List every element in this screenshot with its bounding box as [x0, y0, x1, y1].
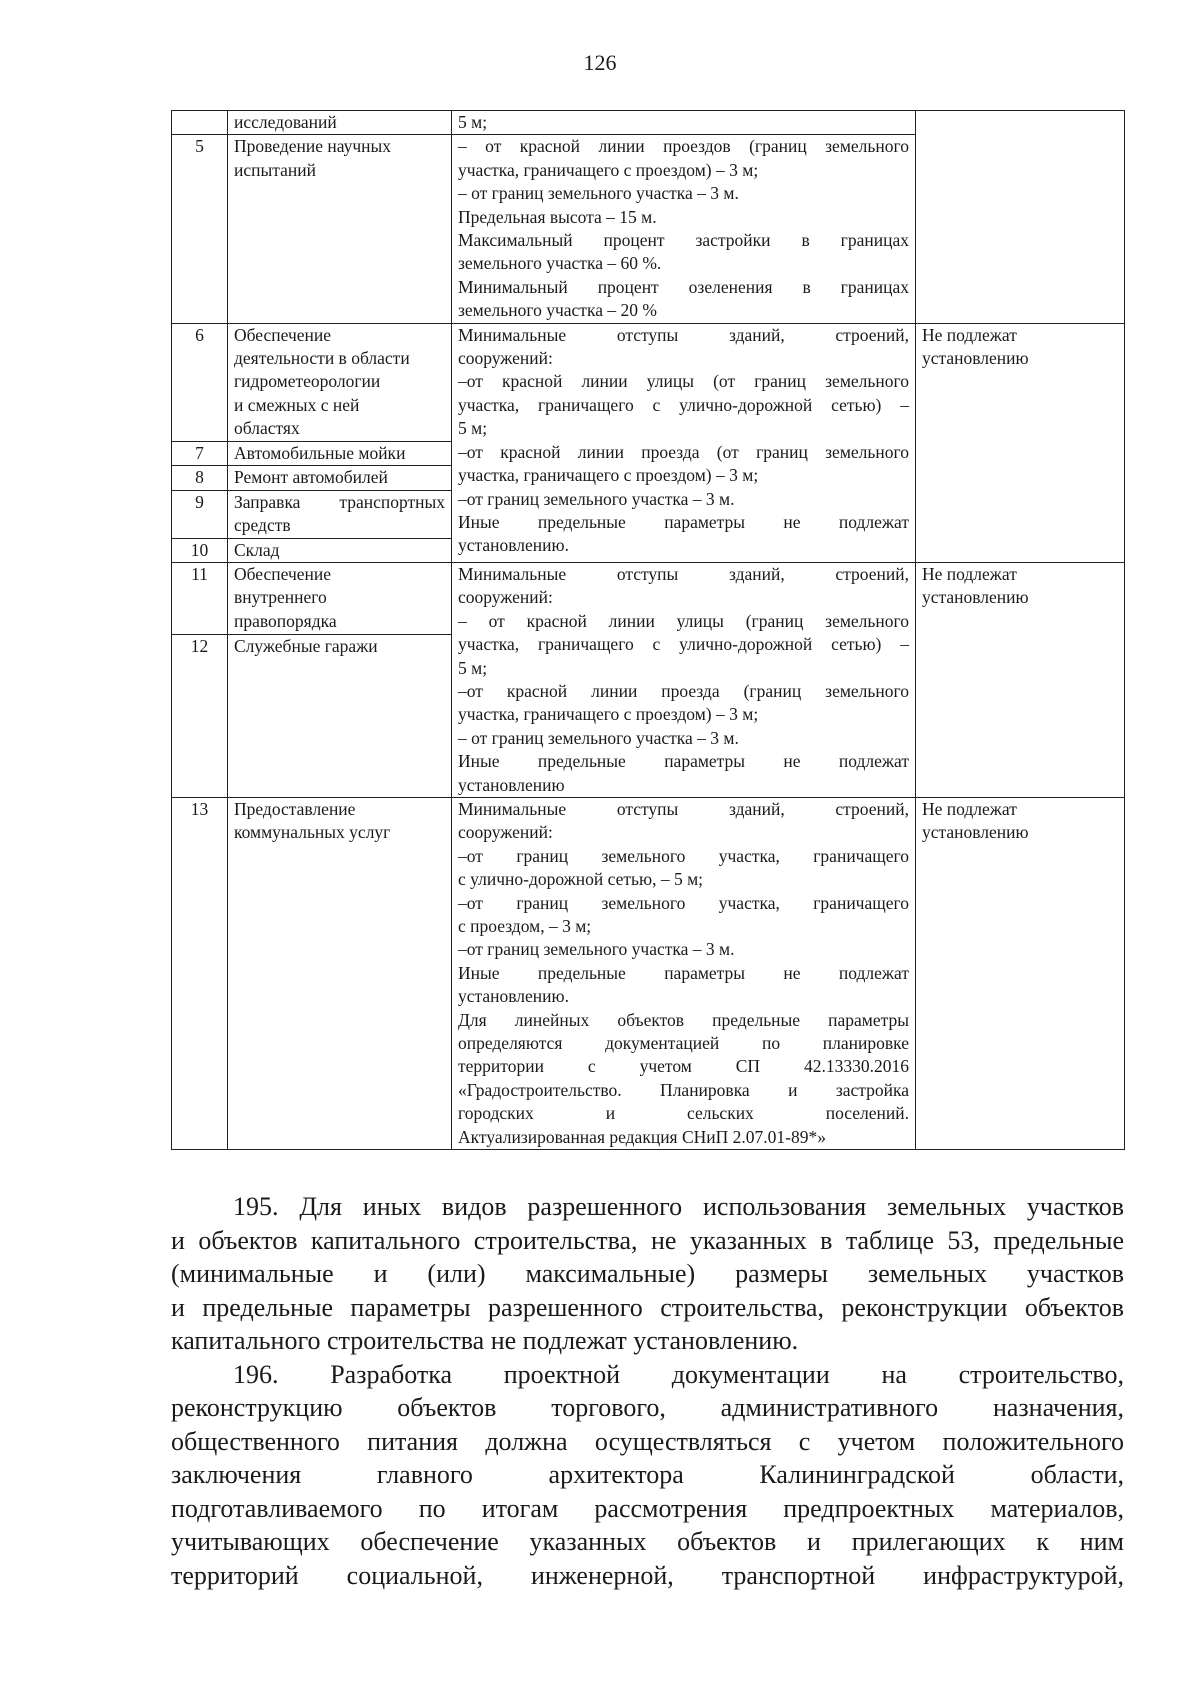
row-number	[172, 111, 228, 135]
text-line: Для линейных объектов предельные параметры	[458, 1009, 909, 1030]
text-line: общественного питания должна осуществляться с учетом положительного	[171, 1426, 1124, 1456]
params-cell	[452, 135, 916, 323]
body-text	[171, 1190, 1124, 1592]
text-line: участка, граничащего с улично-дорожной сетью) –	[458, 634, 909, 655]
use-type-name	[228, 797, 452, 1149]
text-line: Минимальные отступы зданий, строений,	[458, 563, 909, 584]
text-line: Предельная высота – 15 м.	[458, 206, 657, 227]
params-cell	[452, 797, 916, 1149]
text-line: – от границ земельного участка – 3 м.	[458, 727, 739, 748]
text-line: и предельные параметры разрешенного строительства, реконструкции объектов	[171, 1292, 1124, 1322]
text-line: Иные предельные параметры не подлежат	[458, 962, 909, 983]
text-line: 5 м;	[458, 418, 488, 439]
text-line: сооружений:	[458, 822, 553, 843]
text-line: участка, граничащего с проездом) – 3 м;	[458, 465, 759, 486]
text-line: деятельности в области	[234, 348, 410, 369]
text-line: реконструкцию объектов торгового, административного назначения,	[171, 1393, 1124, 1422]
row-number: 13	[172, 797, 228, 1149]
text-line: и объектов капитального строительства, не указанных в таблице 53, предельные	[171, 1225, 1124, 1255]
text-line: Минимальные отступы зданий, строений,	[458, 324, 909, 345]
page-number: 126	[583, 50, 617, 75]
text-line: –от красной линии проезда (от границ земельного	[458, 441, 909, 462]
text-line: правопорядка	[234, 610, 337, 631]
params-cell	[452, 562, 916, 797]
regulations-table	[171, 110, 1125, 1150]
other-cell	[916, 797, 1125, 1149]
text-line: областях	[234, 418, 300, 439]
text-line: учитывающих обеспечение указанных объектов и прилегающих к ним	[171, 1527, 1124, 1556]
text-line: –от красной линии проезда (границ земельного	[458, 680, 909, 701]
text-line: «Градостроительство. Планировка и застройка	[458, 1079, 909, 1100]
text-line: испытаний	[234, 159, 316, 180]
text-line: Не подлежат	[922, 798, 1017, 819]
text-line: Обеспечение	[234, 324, 332, 345]
use-type-name	[228, 323, 452, 441]
text-line: установлению	[922, 822, 1029, 843]
text-line: капитального строительства не подлежат установлению.	[171, 1326, 799, 1355]
text-line: Максимальный процент застройки в границах	[458, 230, 909, 251]
text-line: городских и сельских поселений.	[458, 1103, 909, 1124]
other-cell	[916, 323, 1125, 562]
use-type-name: Автомобильные мойки	[228, 441, 452, 465]
text-line: – от красной линии улицы (границ земельного	[458, 610, 909, 631]
text-line: сооружений:	[458, 587, 553, 608]
use-type-name: Ремонт автомобилей	[228, 466, 452, 490]
text-line: с проездом, – 3 м;	[458, 916, 592, 936]
text-line: Иные предельные параметры не подлежат	[458, 751, 909, 772]
text-line: 195. Для иных видов разрешенного использования земельных участков	[233, 1192, 1124, 1221]
text-line: установлению	[922, 587, 1029, 608]
row-number: 10	[172, 538, 228, 562]
text-line: – от красной линии проездов (границ земельного	[458, 136, 909, 157]
row-number: 5	[172, 135, 228, 323]
text-line: – от границ земельного участка – 3 м.	[458, 183, 739, 204]
use-type-name: исследований	[228, 111, 452, 135]
table-row	[172, 111, 1125, 135]
row-number: 12	[172, 634, 228, 797]
text-line: земельного участка – 60 %.	[458, 253, 662, 274]
row-number: 11	[172, 562, 228, 634]
table-row	[172, 323, 1125, 441]
other-cell	[916, 111, 1125, 324]
params-cell: 5 м;	[452, 111, 916, 135]
text-line: установлению	[922, 348, 1029, 369]
table-row	[172, 797, 1125, 1149]
use-type-name: Склад	[228, 538, 452, 562]
text-line: коммунальных услуг	[234, 822, 391, 843]
text-line: участка, граничащего с проездом) – 3 м;	[458, 704, 759, 725]
text-line: гидрометеорологии	[234, 371, 381, 392]
text-line: средств	[234, 514, 291, 535]
text-line: Минимальные отступы зданий, строений,	[458, 798, 909, 819]
text-line: участка, граничащего с проездом) – 3 м;	[458, 159, 759, 180]
text-line: земельного участка – 20 %	[458, 300, 657, 321]
text-line: определяются документацией по планировке	[458, 1033, 909, 1054]
text-line: заключения главного архитектора Калининградской области,	[171, 1460, 1124, 1489]
text-line: Минимальный процент озеленения в границах	[458, 276, 909, 297]
text-line: внутреннего	[234, 587, 327, 608]
text-line: 5 м;	[458, 657, 488, 678]
text-line: подготавливаемого по итогам рассмотрения предпроектных материалов,	[171, 1493, 1124, 1523]
text-line: установлению.	[458, 535, 569, 556]
text-line: установлению.	[458, 986, 569, 1007]
paragraph-195	[171, 1190, 1124, 1358]
text-line: установлению	[458, 774, 565, 795]
text-line: Обеспечение	[234, 563, 332, 584]
text-line: Не подлежат	[922, 324, 1017, 345]
use-type-name	[228, 490, 452, 538]
use-type-name	[228, 562, 452, 634]
use-type-name	[228, 135, 452, 323]
text-line: (минимальные и (или) максимальные) размеры земельных участков	[171, 1259, 1124, 1288]
text-line: участка, граничащего с улично-дорожной сетью) –	[458, 394, 909, 415]
text-line: сооружений:	[458, 348, 553, 369]
text-line: –от границ земельного участка, граничащего	[458, 845, 909, 866]
row-number: 6	[172, 323, 228, 441]
text-line: с улично-дорожной сетью, – 5 м;	[458, 869, 704, 890]
text-line: Не подлежат	[922, 563, 1017, 584]
params-cell	[452, 323, 916, 562]
use-type-name: Служебные гаражи	[228, 634, 452, 797]
table-row	[172, 562, 1125, 634]
text-line: Проведение научных	[234, 136, 392, 157]
text-line: территорий социальной, инженерной, транспортной инфраструктурой,	[171, 1560, 1124, 1590]
text-line: Заправка транспортных	[234, 491, 445, 512]
row-number: 9	[172, 490, 228, 538]
paragraph-196	[171, 1358, 1124, 1593]
other-cell	[916, 562, 1125, 797]
row-number: 8	[172, 466, 228, 490]
text-line: –от границ земельного участка, граничащего	[458, 892, 909, 913]
text-line: Иные предельные параметры не подлежат	[458, 511, 909, 532]
text-line: –от красной линии улицы (от границ земельного	[458, 371, 909, 392]
text-line: –от границ земельного участка – 3 м.	[458, 939, 735, 960]
text-line: Актуализированная редакция СНиП 2.07.01-89*»	[458, 1126, 826, 1147]
text-line: –от границ земельного участка – 3 м.	[458, 488, 735, 509]
text-line: 196. Разработка проектной документации на строительство,	[233, 1359, 1124, 1389]
text-line: и смежных с ней	[234, 394, 360, 415]
text-line: Предоставление	[234, 798, 356, 819]
row-number: 7	[172, 441, 228, 465]
text-line: территории с учетом СП 42.13330.2016	[458, 1056, 909, 1077]
